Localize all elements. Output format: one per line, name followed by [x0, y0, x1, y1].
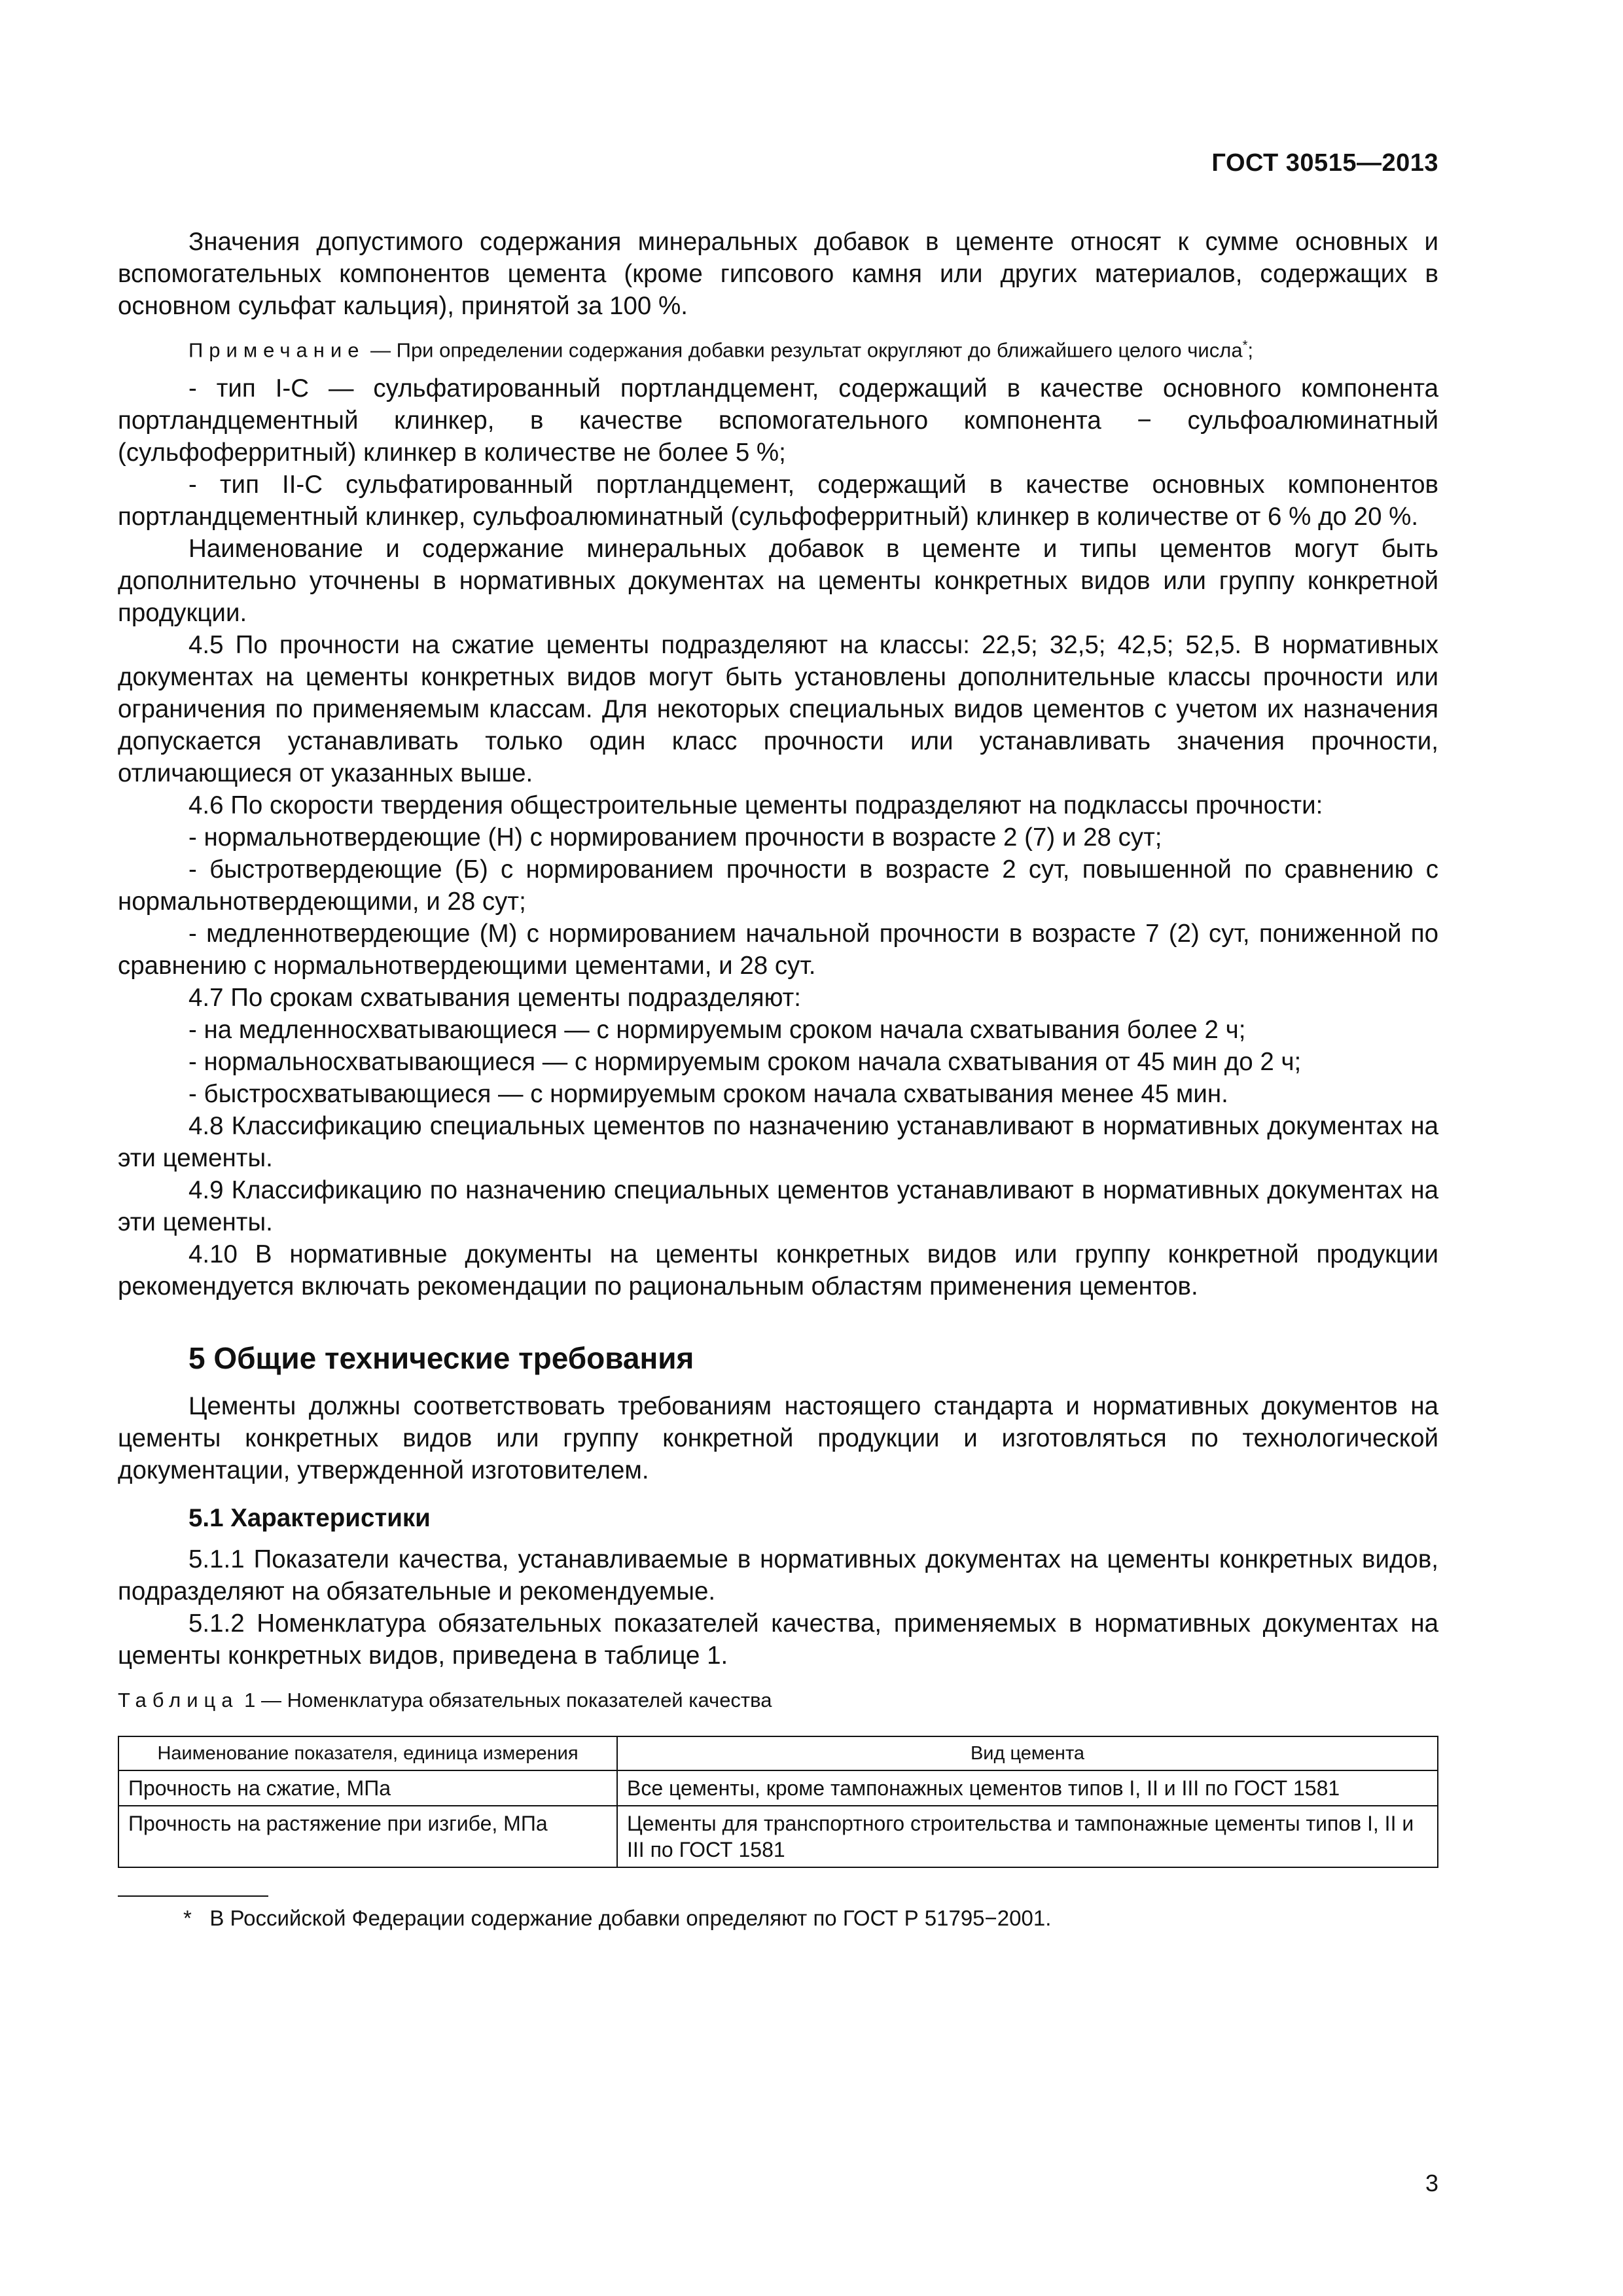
- table-caption-text: 1 — Номенклатура обязательных показателей качества: [238, 1689, 772, 1712]
- paragraph-4-9: 4.9 Классификацию по назначению специальных цементов устанавливают в нормативных документах на эти цементы.: [118, 1176, 1438, 1237]
- footnote: [118, 1905, 1438, 1932]
- section-5-1-heading: 5.1 Характеристики: [188, 1504, 431, 1533]
- list-item-4-7-normal: - нормальносхватывающиеся — с нормируемым сроком начала схватывания от 45 мин до 2 ч;: [188, 1048, 1302, 1077]
- table-header-row: [118, 1736, 1438, 1770]
- paragraph-names: Наименование и содержание минеральных добавок в цементе и типы цементов могут быть дополнительно уточнены в нормативных документах на цементы конкретных видов или группу конкретной продукции.: [118, 535, 1438, 628]
- paragraph-5-1-1: 5.1.1 Показатели качества, устанавливаемые в нормативных документах на цементы конкретных видов, подразделяют на обязательные и рекомендуемые.: [118, 1545, 1438, 1606]
- table-caption: [118, 1687, 1438, 1713]
- footnote-mark: *: [183, 1906, 192, 1931]
- column-header-indicator: Наименование показателя, единица измерения: [118, 1736, 617, 1770]
- footnote-divider: [118, 1895, 268, 1897]
- note-text: — При определении содержания добавки результат округляют до ближайшего целого числа: [365, 338, 1243, 362]
- paragraph-5: Цементы должны соответствовать требованиям настоящего стандарта и нормативных документов на цементы конкретных видов или группу конкретной продукции и изготовляться по технологической документации, утвержденной изготовителем.: [118, 1392, 1438, 1485]
- note-label: Примечание: [188, 338, 365, 362]
- section-5-heading: 5 Общие технические требования: [188, 1341, 694, 1376]
- table-row: [118, 1806, 1438, 1867]
- paragraph-4-6: 4.6 По скорости твердения общестроительные цементы подразделяют на подклассы прочности:: [188, 791, 1323, 820]
- footnote-mark: *: [1242, 338, 1248, 353]
- note: [118, 332, 1438, 363]
- paragraph-type-1c: - тип I-С — сульфатированный портландцемент, содержащий в качестве основного компонента портландцементный клинкер, в качестве вспомогательного компонента − сульфоалюминатный (сульфоферритный) клинкер в количестве не более 5 %;: [118, 374, 1438, 467]
- list-item-4-6-fast: - быстротвердеющие (Б) с нормированием прочности в возрасте 2 сут, повышенной по сравнению с нормальнотвердеющими, и 28 сут;: [118, 855, 1438, 916]
- paragraph-4-10: 4.10 В нормативные документы на цементы конкретных видов или группу конкретной продукции рекомендуется включать рекомендации по рациональным областям применения цементов.: [118, 1240, 1438, 1301]
- table-cell: Все цементы, кроме тампонажных цементов типов I, II и III по ГОСТ 1581: [617, 1770, 1438, 1806]
- page-content: [118, 226, 1438, 1932]
- list-item-4-6-normal: - нормальнотвердеющие (Н) с нормированием прочности в возрасте 2 (7) и 28 сут;: [188, 823, 1162, 852]
- note-end: ;: [1247, 338, 1253, 362]
- list-item-4-7-fast: - быстросхватывающиеся — с нормируемым сроком начала схватывания менее 45 мин.: [188, 1080, 1228, 1109]
- paragraph-4-5: 4.5 По прочности на сжатие цементы подразделяют на классы: 22,5; 32,5; 42,5; 52,5. В нормативных документах на цементы конкретных видов могут быть установлены дополнительные классы прочности или ограничения по применяемым классам. Для некоторых специальных видов цементов с учетом их назначения допускается устанавливать только один класс прочности или устанавливать значения прочности, отличающиеся от указанных выше.: [118, 631, 1438, 788]
- page-number: 3: [1425, 2170, 1438, 2197]
- table-cell: Цементы для транспортного строительства и тампонажные цементы типов I, II и III по ГОСТ 1581: [617, 1806, 1438, 1867]
- table-cell: Прочность на сжатие, МПа: [118, 1770, 617, 1806]
- paragraph-5-1-2: 5.1.2 Номенклатура обязательных показателей качества, применяемых в нормативных документах на цементы конкретных видов, приведена в таблице 1.: [118, 1609, 1438, 1670]
- document-id-header: ГОСТ 30515—2013: [1211, 149, 1438, 177]
- list-item-4-6-slow: - медленнотвердеющие (М) с нормированием начальной прочности в возрасте 7 (2) сут, пониженной по сравнению с нормальнотвердеющими цементами, и 28 сут.: [118, 920, 1438, 980]
- paragraph-4-8: 4.8 Классификацию специальных цементов по назначению устанавливают в нормативных документах на эти цементы.: [118, 1112, 1438, 1173]
- column-header-cement-type: Вид цемента: [617, 1736, 1438, 1770]
- paragraph-additives-sum: Значения допустимого содержания минеральных добавок в цементе относят к сумме основных и вспомогательных компонентов цемента (кроме гипсового камня или других материалов, содержащих в основном сульфат кальция), принятой за 100 %.: [118, 228, 1438, 320]
- table-cell: Прочность на растяжение при изгибе, МПа: [118, 1806, 617, 1867]
- paragraph-4-7: 4.7 По срокам схватывания цементы подразделяют:: [188, 984, 801, 1013]
- footnote-text: В Российской Федерации содержание добавки определяют по ГОСТ Р 51795−2001.: [209, 1906, 1052, 1931]
- list-item-4-7-slow: - на медленносхватывающиеся — с нормируемым сроком начала схватывания более 2 ч;: [188, 1016, 1246, 1045]
- table-row: [118, 1770, 1438, 1806]
- paragraph-type-2c: - тип II-С сульфатированный портландцемент, содержащий в качестве основных компонентов портландцементный клинкер, сульфоалюминатный (сульфоферритный) клинкер в количестве от 6 % до 20 %.: [118, 471, 1438, 531]
- quality-indicators-table: [118, 1736, 1438, 1868]
- table-caption-label: Таблица: [118, 1689, 239, 1712]
